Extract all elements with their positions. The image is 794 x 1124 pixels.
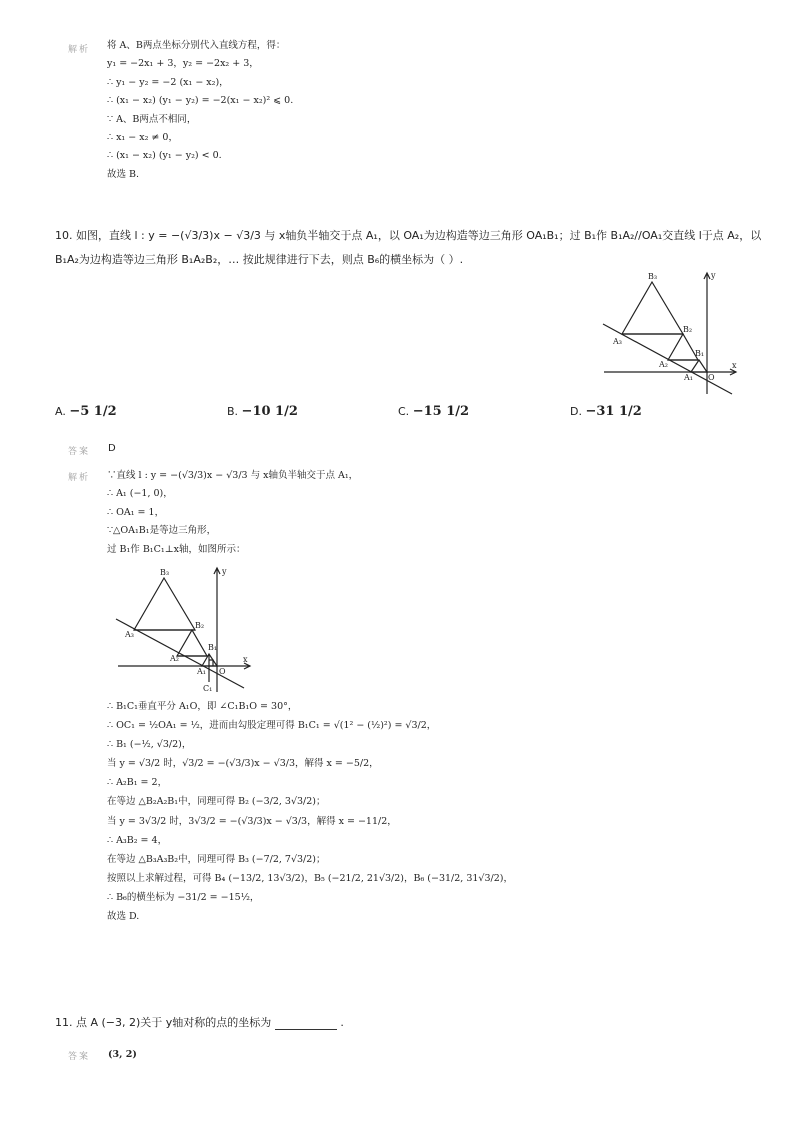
option-a-value: −5 1/2 [69,404,117,419]
q11-question [55,1014,344,1030]
option-c-value: −15 1/2 [412,404,470,419]
answer-tag-q10: 答案 [68,447,91,457]
label-b2: B₂ [683,325,693,334]
label-a3: A₃ [613,337,622,346]
q9-line: 故选 B. [107,168,140,180]
q11-text: 11. 点 A (−3, 2)关于 y轴对称的点的坐标为 [55,1016,272,1029]
label-y: y [222,567,227,576]
q10-line: 故选 D. [107,911,140,923]
q9-line: 将 A、B两点坐标分别代入直线方程，得： [107,40,286,51]
q10-line: ∵直线 l : y = −(√3/3)x − √3/3 与 x轴负半轴交于点 A₁， [107,470,359,481]
q10-line: ∴ B₁ (−½, √3/2)， [107,739,192,751]
line-l [116,619,244,688]
answer-q11: (3, 2) [108,1049,137,1060]
q10-solution-b [107,697,513,926]
triangle-b1 [691,360,707,372]
q11-period: . [340,1016,344,1029]
q9-solution [107,37,293,184]
option-a-letter: A. [55,405,66,418]
label-b3: B₃ [160,568,170,577]
q10-line: ∵△OA₁B₁是等边三角形， [107,525,217,537]
option-c-letter: C. [398,405,410,418]
label-a3: A₃ [125,630,134,639]
label-a2: A₂ [170,654,179,663]
label-b3: B₃ [648,272,658,281]
q10-figure [598,268,738,396]
q11-answer-blank[interactable] [275,1018,337,1030]
q10-line: 按照以上求解过程，可得 B₄ (−13/2, 13√3/2)，B₅ (−21/2, 21√3/2)，B₆ (−31/2, 31√3/2)， [107,872,513,884]
q10-line: ∴ OC₁ = ½OA₁ = ½，进而由勾股定理可得 B₁C₁ = √(1² − (½)²) = √3/2， [107,720,437,732]
triangle-b2 [177,630,207,656]
q10-text-line-1: 10. 如图，直线 l : y = −(√3/3)x − √3/3 与 x轴负半轴交于点 A₁，以 OA₁为边构造等边三角形 OA₁B₁；过 B₁作 B₁A₂//OA₁交直线 l于点 A₂，以 [55,229,762,242]
q10-line: ∴ B₁C₁垂直平分 A₁O，即 ∠C₁B₁O = 30°， [107,701,298,712]
label-x: x [243,655,248,664]
q10-line: ∴ OA₁ = 1， [107,506,165,518]
q10-line: 在等边 △B₃A₃B₂中，同理可得 B₃ (−7/2, 7√3/2)； [107,853,326,865]
q10-line: 当 y = 3√3/2 时，3√3/2 = −(√3/3)x − √3/3，解得 x = −11/2， [107,815,397,827]
label-y: y [711,271,716,280]
analysis-tag-q9: 解析 [68,45,91,55]
triangle-b3 [622,282,683,334]
q9-line: y₁ = −2x₁ + 3，y₂ = −2x₂ + 3， [107,58,259,70]
option-d-value: −31 1/2 [585,404,642,419]
q10-line: ∴ A₁ (−1, 0)， [107,488,173,500]
label-a1: A₁ [197,667,206,676]
q10-text-line-2: B₁A₂为边构造等边三角形 B₁A₂B₂，… 按此规律进行下去，则点 B₆的横坐标为（ ）. [55,253,464,266]
answer-tag-q11: 答案 [68,1052,91,1062]
q9-line: ∴ (x₁ − x₂) (y₁ − y₂) = −2(x₁ − x₂)² ⩽ 0. [107,95,294,107]
q10-line: 当 y = √3/2 时，√3/2 = −(√3/3)x − √3/3，解得 x = −5/2， [107,758,379,770]
q10-line: 过 B₁作 B₁C₁⊥x轴，如图所示： [107,543,246,555]
label-b1: B₁ [695,349,705,358]
triangle-b2 [668,334,698,360]
q10-solution-a [107,467,358,559]
label-o: O [219,667,226,676]
label-x: x [732,361,737,370]
option-b[interactable] [227,404,298,419]
option-a[interactable] [55,404,117,419]
answer-q10: D [108,443,116,454]
analysis-tag-q10: 解析 [68,473,91,483]
q9-line: ∵ A、B两点不相同， [107,113,197,125]
q9-line: ∴ x₁ − x₂ ≠ 0， [107,131,178,143]
label-b2: B₂ [195,621,205,630]
option-d[interactable] [570,404,642,419]
option-b-value: −10 1/2 [241,404,298,419]
solution-figure [112,564,252,696]
label-a2: A₂ [659,360,668,369]
q9-line: ∴ (x₁ − x₂) (y₁ − y₂) < 0. [107,150,222,162]
q9-line: ∴ y₁ − y₂ = −2 (x₁ − x₂)， [107,76,229,88]
q10-line: 在等边 △B₂A₂B₁中，同理可得 B₂ (−3/2, 3√3/2)； [107,796,326,808]
label-b1: B₁ [208,643,218,652]
q10-line: ∴ A₃B₂ = 4， [107,834,168,846]
label-o: O [708,373,715,382]
option-b-letter: B. [227,405,239,418]
label-a1: A₁ [684,373,693,382]
option-d-letter: D. [570,405,582,418]
q10-line: ∴ A₂B₁ = 2， [107,777,168,789]
option-c[interactable] [398,404,469,419]
q10-line: ∴ B₆的横坐标为 −31/2 = −15½， [107,891,260,903]
triangle-b3 [134,578,195,630]
label-c1: C₁ [203,684,213,693]
